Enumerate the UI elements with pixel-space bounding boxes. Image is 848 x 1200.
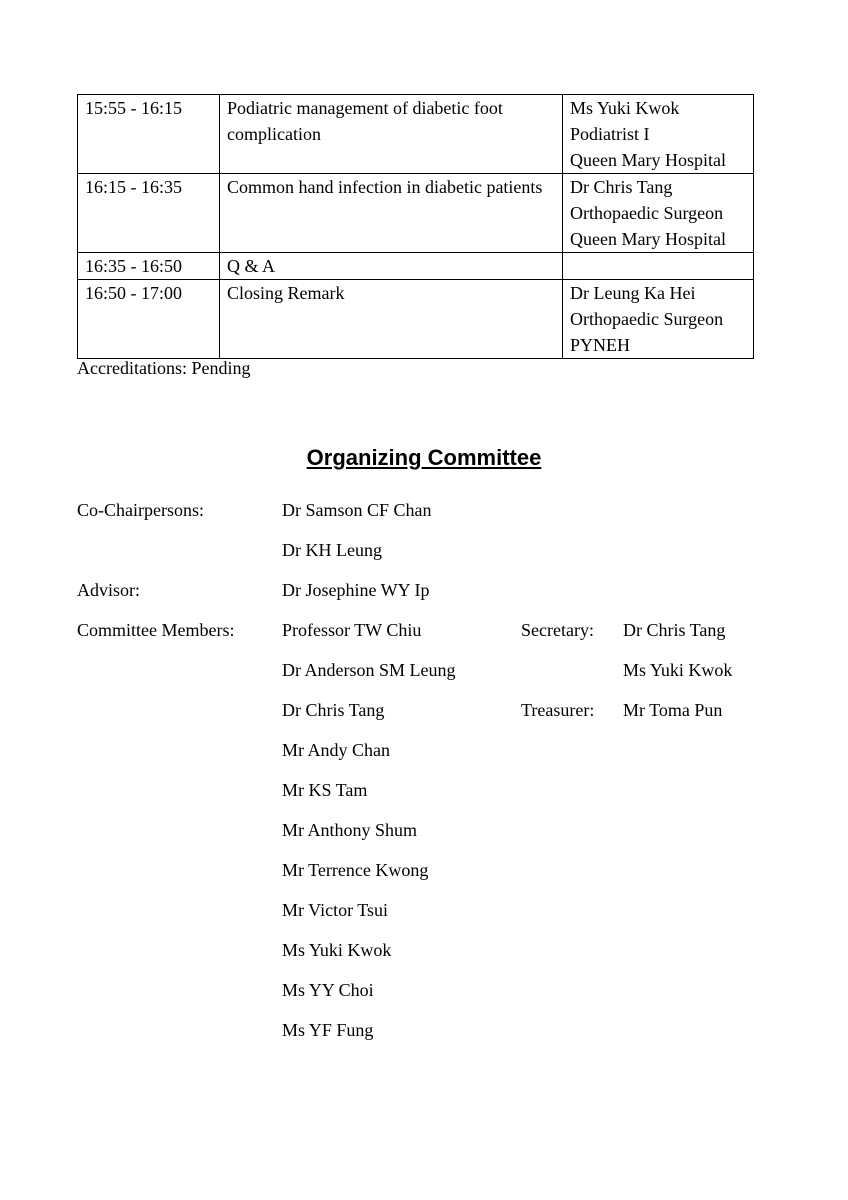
speaker-title: Orthopaedic Surgeon (570, 203, 724, 223)
time-cell: 16:50 - 17:00 (78, 280, 220, 359)
member-name: Dr Anderson SM Leung (282, 660, 456, 680)
member-name: Ms Yuki Kwok (282, 940, 392, 960)
topic-cell: Common hand infection in diabetic patients (220, 174, 563, 253)
member-name: Mr Victor Tsui (282, 900, 388, 920)
speaker-name: Dr Chris Tang (570, 177, 673, 197)
speaker-affiliation: Queen Mary Hospital (570, 229, 726, 249)
speaker-cell (563, 280, 754, 359)
treasurer-name: Mr Toma Pun (623, 700, 723, 720)
speaker-title: Podiatrist I (570, 124, 650, 144)
member-name: Ms YF Fung (282, 1020, 374, 1040)
co-chair-name: Dr KH Leung (282, 540, 382, 560)
member-name: Professor TW Chiu (282, 620, 422, 640)
secretary-name: Dr Chris Tang (623, 620, 726, 640)
advisor-name: Dr Josephine WY Ip (282, 580, 430, 600)
member-name: Dr Chris Tang (282, 700, 385, 720)
accreditations-note: Accreditations: Pending (77, 358, 251, 378)
speaker-name: Dr Leung Ka Hei (570, 283, 696, 303)
time-cell: 15:55 - 16:15 (78, 95, 220, 174)
treasurer-label: Treasurer: (521, 700, 595, 720)
speaker-affiliation: Queen Mary Hospital (570, 150, 726, 170)
secretary-label: Secretary: (521, 620, 594, 640)
speaker-cell (563, 174, 754, 253)
co-chair-name: Dr Samson CF Chan (282, 500, 432, 520)
speaker-affiliation: PYNEH (570, 335, 631, 355)
speaker-cell (563, 95, 754, 174)
member-name: Mr KS Tam (282, 780, 368, 800)
table-row (78, 174, 754, 253)
schedule-table (77, 94, 754, 359)
member-name: Mr Andy Chan (282, 740, 390, 760)
topic-cell: Q & A (220, 253, 563, 280)
speaker-cell (563, 253, 754, 280)
table-row (78, 253, 754, 280)
secretary-name: Ms Yuki Kwok (623, 660, 733, 680)
member-name: Mr Anthony Shum (282, 820, 418, 840)
co-chair-label: Co-Chairpersons: (77, 500, 204, 520)
speaker-title: Orthopaedic Surgeon (570, 309, 724, 329)
table-row (78, 95, 754, 174)
member-name: Mr Terrence Kwong (282, 860, 429, 880)
time-cell: 16:35 - 16:50 (78, 253, 220, 280)
member-name: Ms YY Choi (282, 980, 374, 1000)
advisor-label: Advisor: (77, 580, 140, 600)
time-cell: 16:15 - 16:35 (78, 174, 220, 253)
section-heading: Organizing Committee (306, 445, 542, 470)
table-row (78, 280, 754, 359)
topic-cell: Closing Remark (220, 280, 563, 359)
members-label: Committee Members: (77, 620, 235, 640)
speaker-name: Ms Yuki Kwok (570, 98, 680, 118)
topic-cell: Podiatric management of diabetic foot complication (220, 95, 563, 174)
